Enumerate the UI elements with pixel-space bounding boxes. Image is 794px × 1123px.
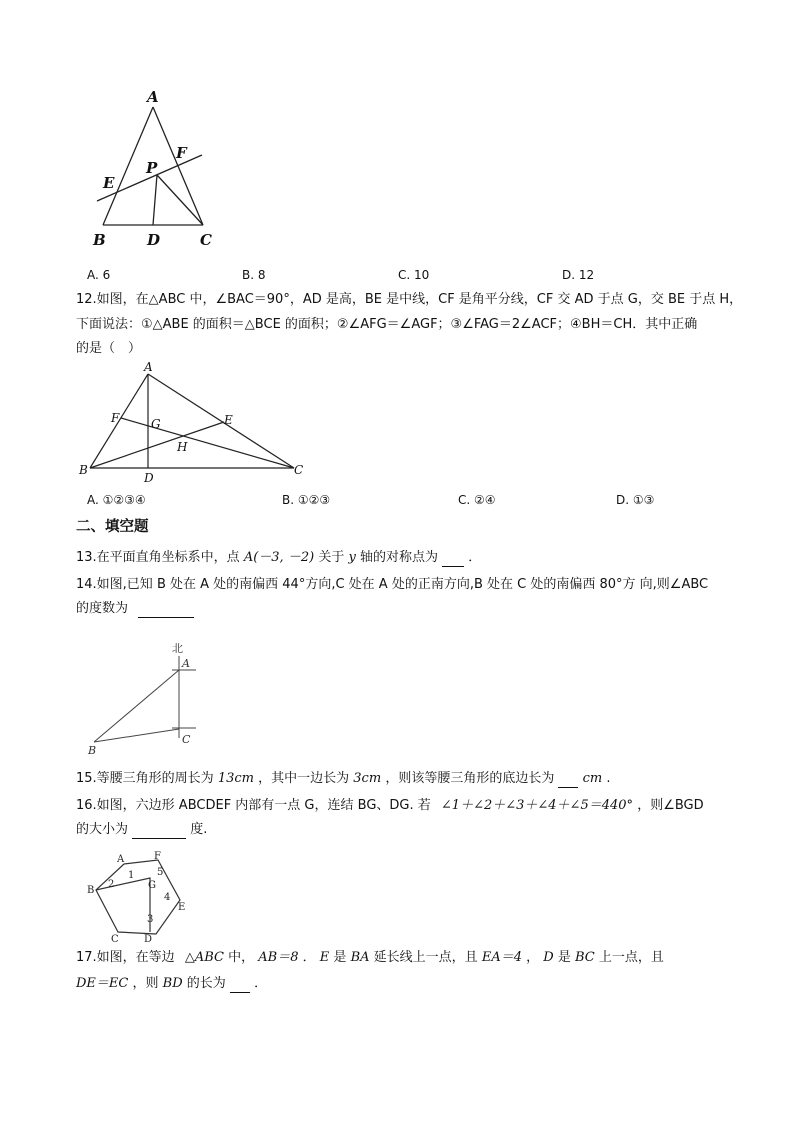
q16-angle-5: 5 <box>157 867 164 878</box>
q17-bc: BC <box>575 950 595 965</box>
q17-bd: BD <box>162 976 183 991</box>
q14-line2-text: 的度数为 <box>76 601 129 616</box>
q13-answer-blank[interactable] <box>442 552 464 567</box>
q11-label-e: E <box>103 174 115 192</box>
q15-prefix: 15.等腰三角形的周长为 <box>76 771 214 786</box>
q11-label-f: F <box>176 144 187 162</box>
q11-option-d[interactable]: D. 12 <box>562 268 595 282</box>
section-title-fill-in: 二、填空题 <box>76 519 149 535</box>
q17-deec: DE＝EC <box>76 976 129 991</box>
q17-ab: AB＝8 <box>258 950 299 965</box>
q15-suffix: ，则该等腰三角形的底边长为 <box>385 771 555 786</box>
q12-option-a[interactable]: A. ①②③④ <box>87 493 146 507</box>
q11-option-c[interactable]: C. 10 <box>398 268 430 282</box>
q14-label-c: C <box>182 733 191 746</box>
q13-middle: 关于 <box>318 550 345 565</box>
q13-axis: y <box>348 550 356 565</box>
q15-answer-blank[interactable] <box>558 773 578 788</box>
q12-text-line2: 下面说法：①△ABE 的面积＝△BCE 的面积；②∠AFG＝∠AGF；③∠FAG＝2∠ACF；④BH＝CH．其中正确 <box>76 317 698 332</box>
q12-option-c[interactable]: C. ②④ <box>458 493 496 507</box>
q13-prefix: 13.在平面直角坐标系中，点 <box>76 550 240 565</box>
q13-end: ． <box>468 550 482 565</box>
q12-label-f: F <box>111 411 120 425</box>
q11-label-b: B <box>93 231 106 249</box>
q15-text <box>76 770 726 788</box>
q15-end: . <box>606 771 611 786</box>
q12-label-b: B <box>79 463 88 477</box>
q15-middle: ，其中一边长为 <box>258 771 350 786</box>
q13-text <box>76 549 726 567</box>
q14-text-line1: 14.如图,已知 B 处在 A 处的南偏西 44°方向,C 处在 A 处的正南方向,B 处在 C 处的南偏西 80°方 向,则∠ABC <box>76 577 709 592</box>
q11-label-p: P <box>146 159 158 177</box>
q12-figure <box>78 362 308 482</box>
q16-answer-blank[interactable] <box>132 824 186 839</box>
q12-label-c: C <box>294 463 304 477</box>
q11-option-b[interactable]: B. 8 <box>242 268 266 282</box>
q17-line1e: 延长线上一点，且 <box>373 950 478 965</box>
q15-unit: cm <box>582 771 603 786</box>
q16-label-a: A <box>117 854 125 865</box>
q16-angle-4: 4 <box>164 892 171 903</box>
q11-segment-pc <box>157 175 203 225</box>
q14-label-a: A <box>182 657 190 670</box>
q12-label-a: A <box>144 362 153 374</box>
q16-label-f: F <box>154 851 161 862</box>
q14-text-line2 <box>76 600 726 618</box>
q11-label-c: C <box>200 231 212 249</box>
q11-figure <box>85 85 225 250</box>
q17-line1b: 中， <box>228 950 255 965</box>
q12-option-d[interactable]: D. ①③ <box>616 493 655 507</box>
q17-end: ． <box>254 976 268 991</box>
q11-segment-pd <box>153 175 157 225</box>
q12-label-h: H <box>177 440 188 454</box>
q17-line1c: ． <box>302 950 316 965</box>
q11-label-a: A <box>147 88 159 106</box>
q11-label-d: D <box>147 231 161 249</box>
q13-suffix: 轴的对称点为 <box>359 550 438 565</box>
q17-ba: BA <box>350 950 370 965</box>
q17-line1f: ， <box>526 950 540 965</box>
q16-angle-2: 2 <box>108 879 115 890</box>
q11-option-a[interactable]: A. 6 <box>87 268 111 282</box>
q12-text-line1: 12.如图，在△ABC 中，∠BAC＝90°，AD 是高，BE 是中线，CF 是角平分线，CF 交 AD 于点 G，交 BE 于点 H， <box>76 292 743 307</box>
q14-label-north: 北 <box>172 642 183 655</box>
q16-line1c: ，则∠BGD <box>637 798 704 813</box>
q12-text-line3: 的是（ ） <box>76 341 142 356</box>
q17-line1a: 17.如图，在等边 <box>76 950 175 965</box>
q16-label-g: G <box>148 880 156 891</box>
q17-triangle: △ABC <box>184 950 224 965</box>
q17-ea: EA＝4 <box>481 950 522 965</box>
q17-e: E <box>319 950 330 965</box>
q17-text-line2 <box>76 975 726 993</box>
q16-label-d: D <box>144 934 153 944</box>
q12-label-d: D <box>144 471 154 482</box>
q17-line1g: 是 <box>557 950 571 965</box>
q16-line2a: 的大小为 <box>76 822 129 837</box>
q17-line1d: 是 <box>333 950 347 965</box>
q17-line2a: ，则 <box>132 976 159 991</box>
q17-answer-blank[interactable] <box>230 978 250 993</box>
q17-d: D <box>543 950 554 965</box>
q16-angle-3: 3 <box>147 914 154 925</box>
q16-line1a: 16.如图，六边形 ABCDEF 内部有一点 G，连结 BG、DG. 若 <box>76 798 431 813</box>
q17-text-line1 <box>76 949 726 967</box>
q12-option-b[interactable]: B. ①②③ <box>282 493 331 507</box>
q12-bisector-cf <box>121 418 294 468</box>
q14-label-b: B <box>88 744 97 757</box>
q15-perimeter: 13cm <box>217 771 254 786</box>
q12-side-ac <box>148 374 294 468</box>
q13-point: A(－3, －2) <box>243 550 315 565</box>
q16-line2b: 度. <box>190 822 208 837</box>
q14-figure <box>84 636 204 758</box>
q15-side: 3cm <box>353 771 382 786</box>
q12-label-g: G <box>151 417 161 431</box>
q16-angle-1: 1 <box>128 870 135 881</box>
q16-label-c: C <box>111 934 119 944</box>
q17-line1h: 上一点，且 <box>598 950 664 965</box>
q16-text-line1 <box>76 797 726 815</box>
q16-figure <box>84 848 194 944</box>
q16-label-e: E <box>178 902 186 913</box>
q12-label-e: E <box>224 413 233 427</box>
q16-equation: ∠1＋∠2＋∠3＋∠4＋∠5＝440° <box>440 798 634 813</box>
q16-text-line2 <box>76 821 726 839</box>
q17-line2b: 的长为 <box>186 976 226 991</box>
q14-answer-blank[interactable] <box>138 603 194 618</box>
q16-label-b: B <box>87 885 95 896</box>
